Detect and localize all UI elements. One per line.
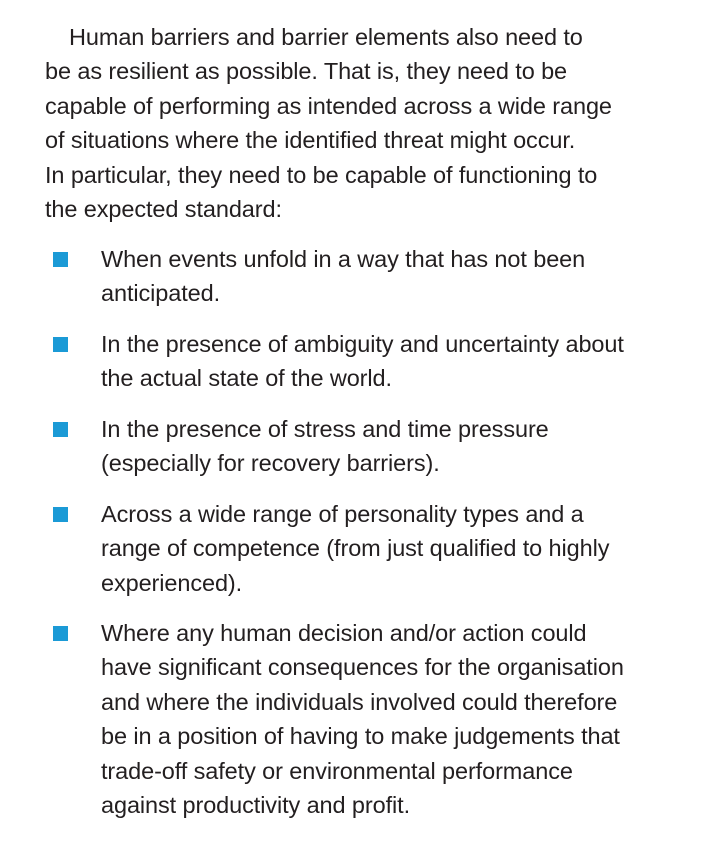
bullet-text (101, 616, 691, 822)
intro-line: be as resilient as possible. That is, they need to be (45, 58, 568, 85)
bullet-line: range of competence (from just qualified to highly (101, 535, 610, 562)
bullet-text (101, 327, 691, 396)
bullet-line: the actual state of the world. (101, 365, 392, 392)
bullet-line: Where any human decision and/or action could (101, 620, 587, 646)
square-bullet-icon (53, 252, 68, 267)
square-bullet-icon (53, 337, 68, 352)
bullet-text (101, 412, 691, 481)
bullet-line: against productivity and profit. (101, 792, 411, 819)
bullet-line: (especially for recovery barriers). (101, 450, 440, 477)
bullet-line: be in a position of having to make judgements that (101, 723, 620, 750)
bullet-text (101, 242, 691, 311)
bullet-line: anticipated. (101, 280, 220, 307)
bullet-text (101, 497, 691, 600)
square-bullet-icon (53, 422, 68, 437)
bullet-line: When events unfold in a way that has not been (101, 246, 586, 272)
intro-line: of situations where the identified threat might occur. (45, 127, 576, 154)
bullet-line: experienced). (101, 569, 243, 596)
intro-line: capable of performing as intended across a wide range (45, 92, 612, 119)
bullet-line: Across a wide range of personality types and a (101, 501, 584, 527)
intro-paragraph (45, 20, 685, 226)
intro-line: Human barriers and barrier elements also need to (69, 24, 583, 50)
intro-line: In particular, they need to be capable of functioning to (45, 161, 598, 188)
bullet-line: and where the individuals involved could therefore (101, 688, 618, 715)
square-bullet-icon (53, 626, 68, 641)
bullet-line: have significant consequences for the organisation (101, 654, 624, 681)
intro-line: the expected standard: (45, 196, 282, 223)
square-bullet-icon (53, 507, 68, 522)
bullet-line: In the presence of stress and time pressure (101, 416, 549, 442)
bullet-line: trade-off safety or environmental performance (101, 757, 573, 784)
bullet-line: In the presence of ambiguity and uncertainty about (101, 331, 624, 357)
